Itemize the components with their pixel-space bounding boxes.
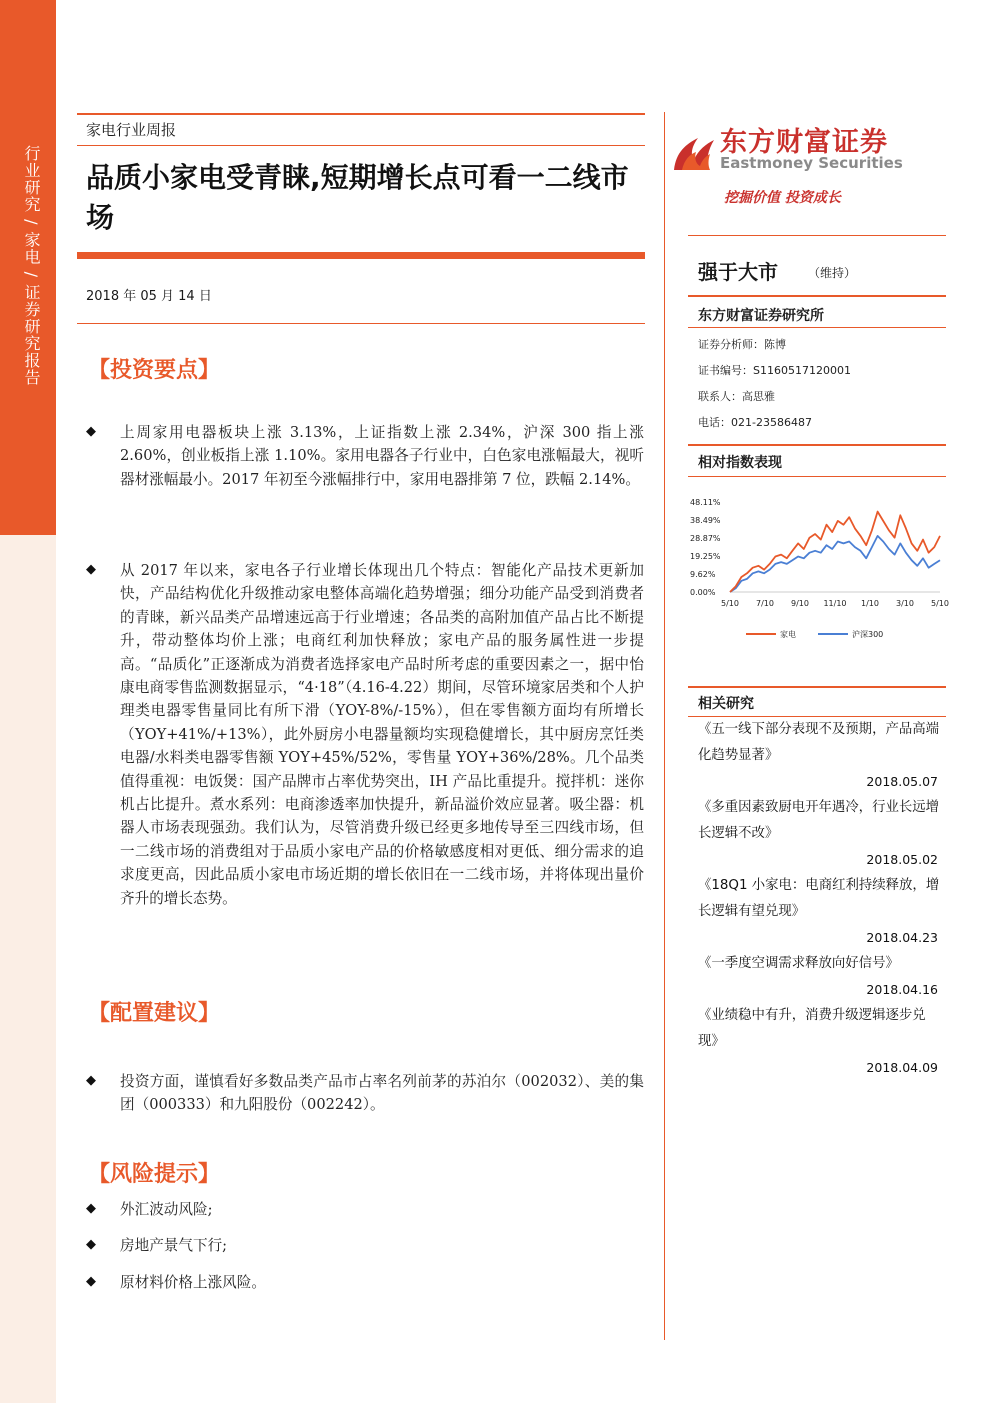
brand-name-cn: 东方财富证券 [720, 127, 888, 158]
title-underline-bar [77, 252, 645, 259]
related-report-date: 2018.04.16 [866, 982, 938, 997]
related-report-date: 2018.04.23 [866, 930, 938, 945]
related-report-title[interactable]: 《一季度空调需求释放向好信号》 [698, 956, 899, 971]
date-rule [77, 323, 645, 324]
series-line [730, 536, 940, 592]
x-tick-label: 11/10 [823, 599, 847, 608]
related-heading: 相关研究 [698, 696, 754, 712]
phone-number: 电话：021-23586487 [698, 416, 812, 429]
right-rule [688, 295, 946, 297]
column-divider [664, 112, 665, 1340]
cert-number: 证书编号：S1160517120001 [698, 364, 851, 377]
x-tick-label: 3/10 [896, 599, 914, 608]
brand-name-en: Eastmoney Securities [720, 154, 903, 172]
bullet-text: 上周家用电器板块上涨 3.13%，上证指数上涨 2.34%，沪深 300 指上涨 2.60%，创业板指上涨 1.10%。家用电器各子行业中，白色家电涨幅最大，视听器材涨幅最小。2017 年初至今涨幅排行中，家用电器排第 7 位，跌幅 2.14%。 [120, 424, 644, 488]
y-tick-label: 0.00% [690, 588, 716, 597]
related-report-date: 2018.05.07 [866, 774, 938, 789]
bullet-text: 从 2017 年以来，家电各子行业增长体现出几个特点：智能化产品技术更新加快，产品结构优化升级推动家电整体高端化趋势增强；细分功能产品受到消费者的青睐，新兴品类产品增速远高于行业增速；各品类的高附加值产品占比不断提升，带动整体均价上涨；电商红利加快释放；家电产品的服务属性进一步提高。“品质化”正逐渐成为消费者选择家电产品时所考虑的重要因素之一，据中怡康电商零售监测数据显示，“4·18”（4.16-4.22）期间，尽管环境家居类和个人护理类电器零售量同比有所下滑（YOY-8%/-15%），但在零售额方面均有所增长（YOY+41%/+13%），此外厨房小电器量额均实现稳健增长，其中厨房烹饪类电器/水料类电器零售额 YOY+45%/52%，零售量 YOY+36%/28%。几个品类值得重视：电饭煲：国产品牌市占率优势突出，IH 产品比重提升。搅拌机：迷你机占比提升。煮水系列：电商渗透率加快提升，新品溢价效应显著。吸尘器：机器人市场表现强劲。我们认为，尽管消费升级已经更多地传导至三四线市场，但一二线市场的消费组对于品质小家电产品的价格敏感度相对更低、细分需求的追求度更高，因此品质小家电市场近期的增长依旧在一二线市场，并将体现出量价齐升的增长态势。 [120, 562, 644, 907]
header-mid-rule [77, 145, 645, 146]
legend-label: 沪深300 [852, 630, 884, 639]
report-date: 2018 年 05 月 14 日 [86, 289, 212, 304]
brand-logo [668, 114, 928, 184]
related-report-title[interactable]: 《业绩稳中有升，消费升级逻辑逐步兑现》 [698, 1008, 926, 1049]
right-rule [688, 476, 946, 477]
x-tick-label: 1/10 [861, 599, 879, 608]
bullet-text: 投资方面，谨慎看好多数品类产品市占率名列前茅的苏泊尔（002032）、美的集团（000333）和九阳股份（002242）。 [120, 1073, 644, 1114]
report-title: 品质小家电受青睐,短期增长点可看一二线市场 [86, 161, 629, 234]
institution-name: 东方财富证券研究所 [698, 308, 824, 324]
y-tick-label: 19.25% [690, 552, 721, 561]
chart-heading: 相对指数表现 [698, 455, 782, 471]
diamond-bullet-icon: ◆ [86, 1274, 96, 1289]
analyst-name: 证券分析师：陈博 [698, 338, 786, 351]
legend-label: 家电 [780, 630, 796, 639]
x-tick-label: 5/10 [931, 599, 949, 608]
brand-flame-icon [668, 114, 718, 178]
sidebar [0, 0, 56, 1403]
related-report-title[interactable]: 《多重因素致厨电开年遇冷，行业长远增长逻辑不改》 [698, 800, 940, 841]
right-rule [688, 686, 946, 688]
section-heading-investment: 【投资要点】 [88, 357, 221, 383]
relative-index-chart [688, 490, 949, 650]
right-rule [688, 327, 946, 328]
related-report-date: 2018.04.09 [866, 1060, 938, 1075]
diamond-bullet-icon: ◆ [86, 1201, 96, 1216]
header-top-rule [77, 113, 645, 115]
diamond-bullet-icon: ◆ [86, 1073, 96, 1088]
related-report-date: 2018.05.02 [866, 852, 938, 867]
y-tick-label: 48.11% [690, 498, 721, 507]
diamond-bullet-icon: ◆ [86, 1237, 96, 1252]
related-report-title[interactable]: 《18Q1 小家电：电商红利持续释放，增长逻辑有望兑现》 [698, 878, 940, 919]
contact-person: 联系人：高思雅 [698, 390, 775, 403]
y-tick-label: 9.62% [690, 570, 716, 579]
series-line [730, 512, 940, 592]
sidebar-label: 行业研究 / 家电 / 证券研究报告 [22, 145, 41, 387]
y-tick-label: 38.49% [690, 516, 721, 525]
section-heading-allocation: 【配置建议】 [88, 1000, 221, 1026]
x-tick-label: 9/10 [791, 599, 809, 608]
bullet-text: 房地产景气下行; [120, 1237, 228, 1254]
diamond-bullet-icon: ◆ [86, 424, 96, 439]
x-tick-label: 7/10 [756, 599, 774, 608]
bullet-text: 原材料价格上涨风险。 [120, 1274, 266, 1291]
right-rule [688, 235, 946, 236]
related-report-title[interactable]: 《五一线下部分表现不及预期，产品高端化趋势显著》 [698, 722, 940, 763]
right-rule [688, 444, 946, 446]
report-category: 家电行业周报 [86, 121, 177, 139]
x-tick-label: 5/10 [721, 599, 739, 608]
rating-label: 强于大市 [698, 260, 778, 284]
bullet-text: 外汇波动风险; [120, 1201, 213, 1218]
rating-note: （维持） [808, 266, 857, 280]
brand-slogan: 挖掘价值 投资成长 [724, 190, 841, 206]
diamond-bullet-icon: ◆ [86, 562, 96, 577]
section-heading-risk: 【风险提示】 [88, 1161, 221, 1187]
y-tick-label: 28.87% [690, 534, 721, 543]
